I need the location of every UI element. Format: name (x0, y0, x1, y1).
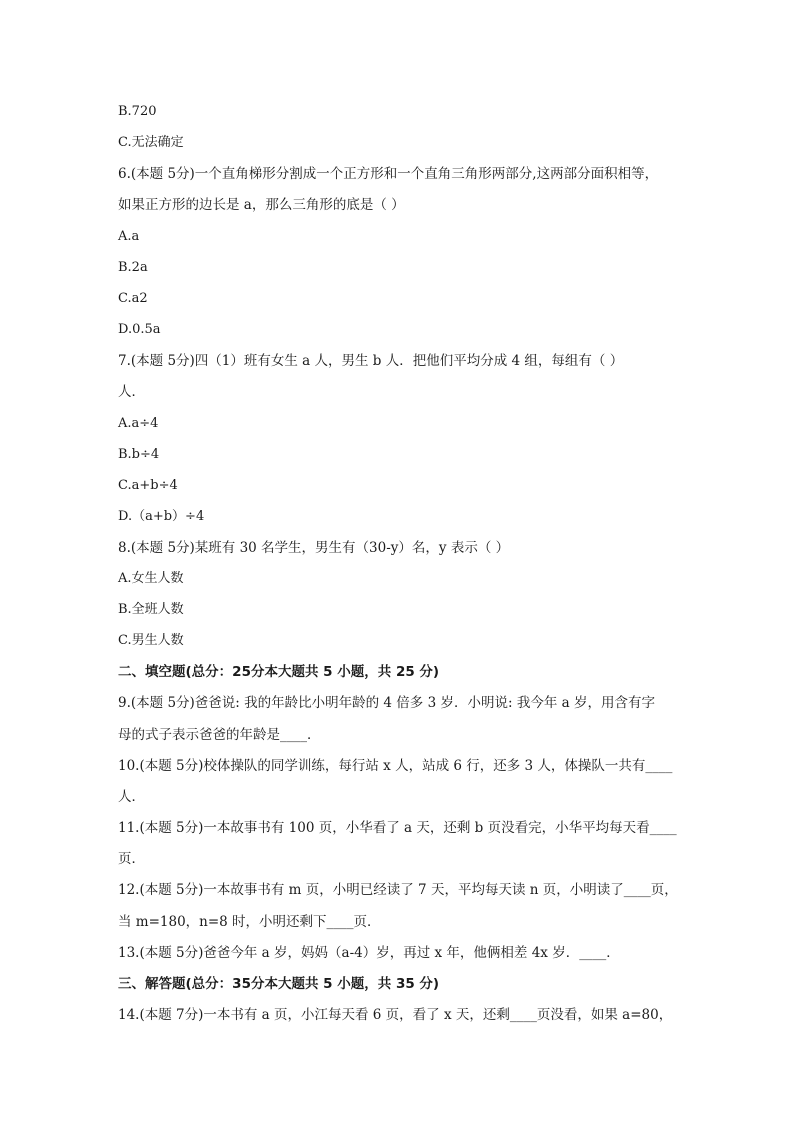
q6-option-a: A.a (118, 229, 140, 244)
q7-option-d: D.（a+b）÷4 (118, 509, 205, 524)
question-12-line-2: 当 m=180，n=8 时，小明还剩下____页． (118, 914, 381, 930)
q7-option-c: C.a+b÷4 (118, 478, 178, 493)
option-c-cannot-determine: C.无法确定 (118, 135, 184, 150)
q8-option-c: C.男生人数 (118, 633, 184, 648)
section-solve-heading: 三、解答题(总分：35分本大题共 5 小题，共 35 分) (118, 976, 440, 992)
question-9-line-1: 9.(本题 5分)爸爸说: 我的年龄比小明年龄的 4 倍多 3 岁．小明说: 我今年 a 岁，用含有字 (118, 695, 655, 711)
q6-option-c: C.a2 (118, 291, 148, 306)
q7-option-a: A.a÷4 (118, 416, 159, 431)
question-9-line-2: 母的式子表示爸爸的年龄是____． (118, 727, 321, 743)
q8-option-a: A.女生人数 (118, 571, 184, 586)
q6-option-d: D.0.5a (118, 322, 161, 337)
question-6-line-2: 如果正方形的边长是 a，那么三角形的底是（ ） (118, 197, 405, 213)
question-11-line-2: 页． (118, 851, 145, 867)
option-b-720: B.720 (118, 104, 157, 119)
question-6-line-1: 6.(本题 5分)一个直角梯形分割成一个正方形和一个直角三角形两部分,这两部分面积相等， (118, 166, 659, 182)
q8-option-b: B.全班人数 (118, 602, 184, 617)
question-14-line-1: 14.(本题 7分)一本书有 a 页，小江每天看 6 页，看了 x 天，还剩____页没看，如果 a=80， (118, 1007, 673, 1023)
q6-option-b: B.2a (118, 260, 148, 275)
question-12-line-1: 12.(本题 5分)一本故事书有 m 页，小明已经读了 7 天，平均每天读 n 页，小明读了____页， (118, 882, 678, 898)
section-fill-in-heading: 二、填空题(总分：25分本大题共 5 小题，共 25 分) (118, 664, 440, 680)
q7-option-b: B.b÷4 (118, 447, 160, 462)
question-8: 8.(本题 5分)某班有 30 名学生，男生有（30-y）名，y 表示（ ） (118, 540, 510, 556)
question-7-line-1: 7.(本题 5分)四（1）班有女生 a 人，男生 b 人．把他们平均分成 4 组，每组有（ ） (118, 353, 624, 369)
question-10-line-2: 人． (118, 789, 145, 805)
question-11-line-1: 11.(本题 5分)一本故事书有 100 页，小华看了 a 天，还剩 b 页没看完，小华平均每天看____ (118, 820, 677, 836)
question-10-line-1: 10.(本题 5分)校体操队的同学训练，每行站 x 人，站成 6 行，还多 3 人，体操队一共有____ (118, 758, 673, 774)
question-13: 13.(本题 5分)爸爸今年 a 岁，妈妈（a-4）岁，再过 x 年，他俩相差 4x 岁．____． (118, 945, 620, 961)
question-7-line-2: 人． (118, 384, 145, 400)
